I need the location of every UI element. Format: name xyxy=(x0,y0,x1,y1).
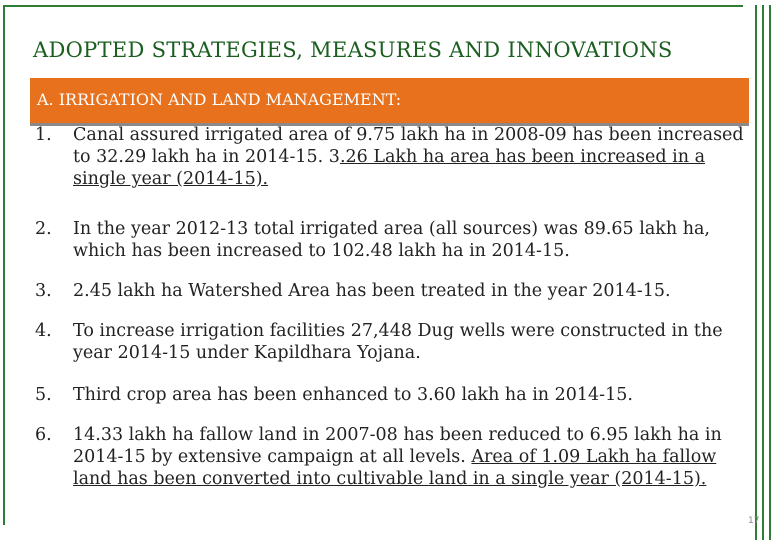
list-item-text: 14.33 lakh ha fallow land in 2007-08 has been reduced to 6.95 lakh ha in 2014-15 by extensive campaign at all levels. xyxy=(73,425,722,467)
list-item-number: 2. xyxy=(35,219,52,239)
slide-frame-right-3 xyxy=(769,5,771,540)
section-banner xyxy=(30,78,749,126)
list-item-1 xyxy=(35,124,751,190)
list-item-text: In the year 2012-13 total irrigated area (all sources) was 89.65 lakh ha, which has been increased to 102.48 lakh ha in 2014-15. xyxy=(73,219,710,261)
list-item-4 xyxy=(35,320,751,364)
slide-frame-right-2 xyxy=(762,5,764,540)
list-item-underlined-text: Area of 1.09 Lakh ha fallow land has been converted into cultivable land in a single year (2014-15). xyxy=(73,447,717,489)
list-item-3 xyxy=(35,280,751,302)
slide-title: ADOPTED STRATEGIES, MEASURES AND INNOVATIONS xyxy=(33,38,673,62)
list-item-text: 2.45 lakh ha Watershed Area has been treated in the year 2014-15. xyxy=(73,281,671,301)
page-number: 17 xyxy=(748,516,760,526)
list-item-text: Third crop area has been enhanced to 3.60 lakh ha in 2014-15. xyxy=(73,385,633,405)
slide-frame-left xyxy=(3,5,5,525)
list-item-text: Canal assured irrigated area of 9.75 lakh ha in 2008-09 has been increased to 32.29 lakh ha in 2014-15. 3 xyxy=(73,125,744,167)
list-item-2 xyxy=(35,218,751,262)
list-item-5 xyxy=(35,384,751,406)
slide-frame-right-1 xyxy=(755,5,757,540)
slide-frame-top xyxy=(3,5,743,7)
list-item-number: 5. xyxy=(35,385,52,405)
section-heading: A. IRRIGATION AND LAND MANAGEMENT: xyxy=(37,90,402,109)
list-item-underlined-text: .26 Lakh ha area has been increased in a single year (2014-15). xyxy=(73,147,706,189)
list-item-number: 1. xyxy=(35,125,52,145)
list-item-number: 4. xyxy=(35,321,52,341)
list-item-6 xyxy=(35,424,751,490)
list-item-number: 3. xyxy=(35,281,52,301)
list-item-number: 6. xyxy=(35,425,52,445)
list-item-text: To increase irrigation facilities 27,448 Dug wells were constructed in the year 2014-15 under Kapildhara Yojana. xyxy=(73,321,723,363)
